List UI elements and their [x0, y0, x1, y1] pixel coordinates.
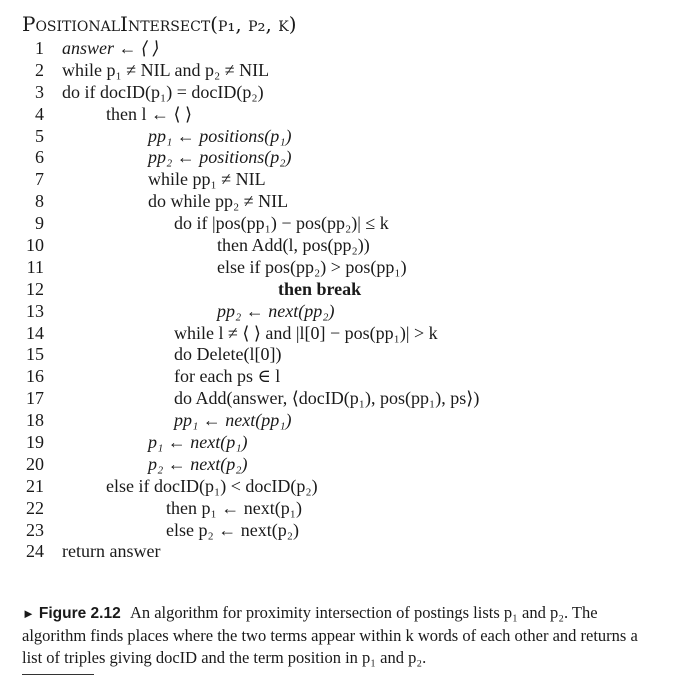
line-code: pp₂ ← next(pp₂)	[217, 300, 335, 321]
algorithm-title	[22, 10, 297, 38]
algorithm-line	[0, 476, 689, 498]
line-code: p₁ ← next(p₁)	[148, 432, 248, 453]
algorithm-line	[0, 38, 689, 60]
line-number: 3	[35, 81, 44, 102]
algorithm-line	[0, 366, 689, 388]
line-code: do if docID(p₁) = docID(p₂)	[62, 81, 264, 102]
line-number: 2	[35, 59, 44, 80]
algorithm-line	[0, 410, 689, 432]
algorithm-line	[0, 104, 689, 126]
line-number: 4	[35, 103, 44, 124]
algorithm-line	[0, 82, 689, 104]
figure-number: Figure 2.12	[38, 605, 121, 622]
algorithm-line	[0, 541, 689, 563]
algorithm-line	[0, 344, 689, 366]
algorithm-line	[0, 301, 689, 323]
algorithm-line	[0, 498, 689, 520]
line-code: then l ← ⟨ ⟩	[106, 103, 193, 124]
figure-caption	[22, 602, 662, 669]
algorithm-line	[0, 388, 689, 410]
line-number: 12	[26, 278, 44, 299]
algorithm-line	[0, 60, 689, 82]
line-number: 13	[26, 300, 44, 321]
line-code: then break	[278, 278, 362, 299]
line-number: 6	[35, 147, 44, 168]
line-code: while pp₁ ≠ NIL	[148, 169, 266, 190]
line-number: 5	[35, 125, 44, 146]
line-number: 9	[35, 213, 44, 234]
line-number: 20	[26, 453, 44, 474]
line-code: answer ← ⟨ ⟩	[62, 38, 160, 58]
line-number: 22	[26, 497, 44, 518]
algorithm-line	[0, 147, 689, 169]
line-number: 16	[26, 366, 44, 387]
caption-text: An algorithm for proximity intersection of postings lists p₁ and p₂. The algorithm finds places where the two terms appear within k words of each other and returns a list of triples giving docID and the term position in p₁ and p₂.	[22, 603, 638, 667]
line-code: do while pp₂ ≠ NIL	[148, 191, 289, 212]
line-number: 17	[26, 388, 44, 409]
line-number: 23	[26, 519, 44, 540]
line-code: p₂ ← next(p₂)	[148, 453, 248, 474]
line-code: then Add(l, pos(pp₂))	[217, 235, 370, 256]
line-number: 10	[26, 235, 44, 256]
line-code: then p₁ ← next(p₁)	[166, 497, 303, 518]
algorithm-line	[0, 432, 689, 454]
line-code: for each ps ∈ l	[174, 366, 281, 387]
line-number: 21	[26, 475, 44, 496]
line-number: 1	[35, 38, 44, 58]
line-code: do Delete(l[0])	[174, 344, 282, 365]
line-number: 8	[35, 191, 44, 212]
line-number: 15	[26, 344, 44, 365]
line-code: pp₂ ← positions(p₂)	[148, 147, 292, 168]
algorithm-line	[0, 279, 689, 301]
line-code: else if docID(p₁) < docID(p₂)	[106, 475, 318, 496]
algorithm-line	[0, 126, 689, 148]
line-number: 14	[26, 322, 44, 343]
caption-marker-icon: ►	[22, 606, 35, 621]
algorithm-line	[0, 257, 689, 279]
line-code: do if |pos(pp₁) − pos(pp₂)| ≤ k	[174, 213, 389, 234]
line-code: else p₂ ← next(p₂)	[166, 519, 300, 540]
line-number: 24	[26, 541, 44, 562]
algorithm-line	[0, 454, 689, 476]
algorithm-line	[0, 213, 689, 235]
line-number: 19	[26, 432, 44, 453]
line-number: 7	[35, 169, 44, 190]
line-number: 18	[26, 410, 44, 431]
algorithm-line	[0, 323, 689, 345]
line-code: return answer	[62, 541, 161, 562]
line-code: pp₁ ← next(pp₁)	[174, 410, 292, 431]
line-number: 11	[26, 256, 44, 277]
line-code: else if pos(pp₂) > pos(pp₁)	[217, 256, 407, 277]
line-code: while p₁ ≠ NIL and p₂ ≠ NIL	[62, 59, 270, 80]
caption-rule	[22, 674, 94, 675]
line-code: while l ≠ ⟨ ⟩ and |l[0] − pos(pp₁)| > k	[174, 322, 438, 343]
algorithm-line	[0, 520, 689, 542]
algorithm-listing	[0, 38, 689, 563]
algorithm-line	[0, 235, 689, 257]
algorithm-line	[0, 169, 689, 191]
algorithm-line	[0, 191, 689, 213]
algorithm-title-text: PositionalIntersect(p₁, p₂, k)	[22, 12, 297, 36]
line-code: do Add(answer, ⟨docID(p₁), pos(pp₁), ps⟩)	[174, 388, 480, 409]
line-code: pp₁ ← positions(p₁)	[148, 125, 292, 146]
